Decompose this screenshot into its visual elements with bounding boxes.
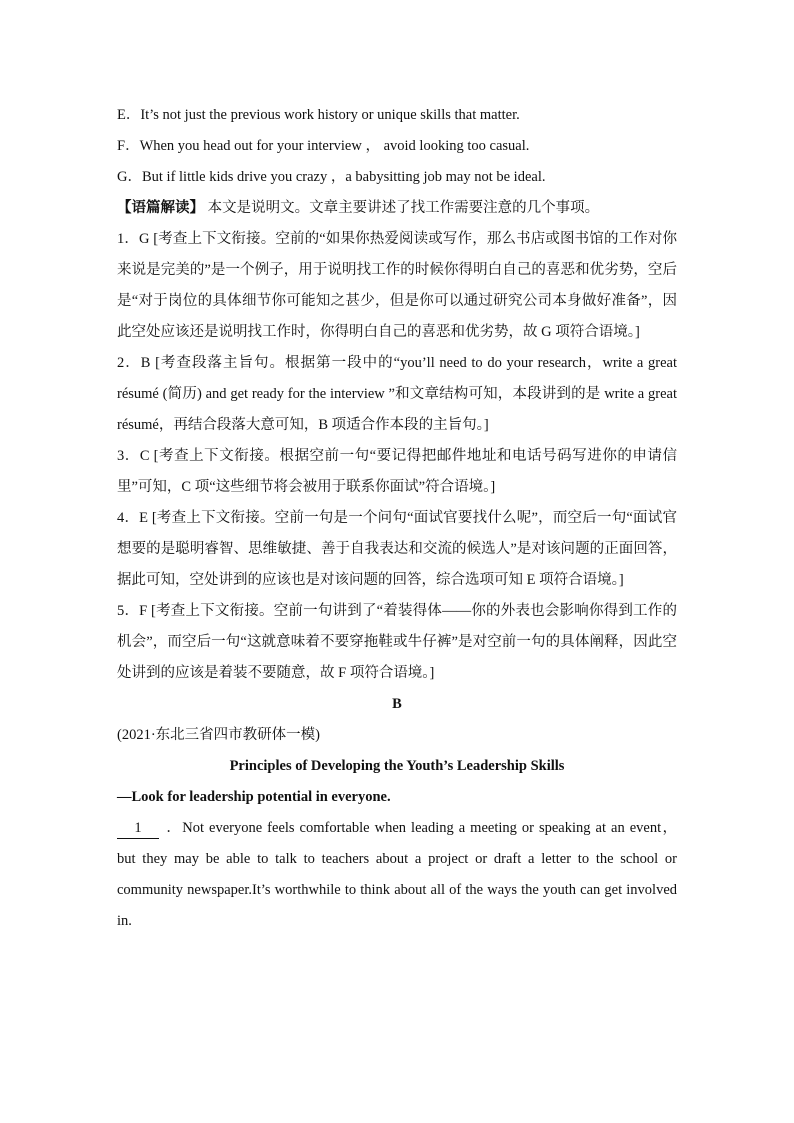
answer-3: 3．C [考查上下文衔接。根据空前一句“要记得把邮件地址和电话号码写进你的申请信里”可知，C 项“这些细节将会被用于联系你面试”符合语境。] [117, 448, 677, 495]
option-f: F．When you head out for your interview ， avoid looking too casual. [117, 138, 530, 154]
paragraph-text: ．Not everyone feels comfortable when leading a meeting or speaking at an event， but they may be able to talk to teachers about a project or draft a letter to the school or community newspaper.It’s worthwhile to think about all of the ways the youth can get involved in. [117, 820, 677, 929]
source-line: (2021·东北三省四市教研体一模) [117, 727, 320, 743]
answer-2: 2．B [考查段落主旨句。根据第一段中的“you’ll need to do your research，write a great résumé (简历) and get ready for the interview ”和文章结构可知，本段讲到的是 write a great résumé，再结合段落大意可知，B 项适合作本段的主旨句。] [117, 355, 677, 433]
analysis-text: 本文是说明文。文章主要讲述了找工作需要注意的几个事项。 [204, 200, 600, 216]
page-content [117, 100, 677, 937]
analysis-paragraph [117, 193, 677, 224]
blank-1: 1 [117, 818, 159, 839]
section-letter: B [392, 696, 402, 712]
answer-5: 5．F [考查上下文衔接。空前一句讲到了“着装得体——你的外表也会影响你得到工作的机会”，而空后一句“这就意味着不要穿拖鞋或牛仔裤”是对空前一句的具体阐释，因此空处讲到的应该是着装不要随意，故 F 项符合语境。] [117, 603, 677, 681]
option-e: E．It’s not just the previous work history or unique skills that matter. [117, 107, 520, 123]
passage-subheading: —Look for leadership potential in everyone. [117, 789, 391, 805]
analysis-label: 【语篇解读】 [117, 200, 204, 216]
passage-title: Principles of Developing the Youth’s Leadership Skills [229, 758, 565, 774]
answer-1: 1．G [考查上下文衔接。空前的“如果你热爱阅读或写作，那么书店或图书馆的工作对你来说是完美的”是一个例子，用于说明找工作的时候你得明白自己的喜恶和优劣势，空后是“对于岗位的具体细节你可能知之甚少，但是你可以通过研究公司本身做好准备”，因此空处应该还是说明找工作时，你得明白自己的喜恶和优劣势，故 G 项符合语境。] [117, 231, 677, 340]
answer-4: 4．E [考查上下文衔接。空前一句是一个问句“面试官要找什么呢”，而空后一句“面试官想要的是聪明睿智、思维敏捷、善于自我表达和交流的候选人”是对该问题的正面回答，据此可知，空处讲到的应该也是对该问题的回答，综合选项可知 E 项符合语境。] [117, 510, 677, 588]
passage-paragraph [117, 813, 677, 937]
option-g: G．But if little kids drive you crazy ，a babysitting job may not be ideal. [117, 169, 546, 185]
